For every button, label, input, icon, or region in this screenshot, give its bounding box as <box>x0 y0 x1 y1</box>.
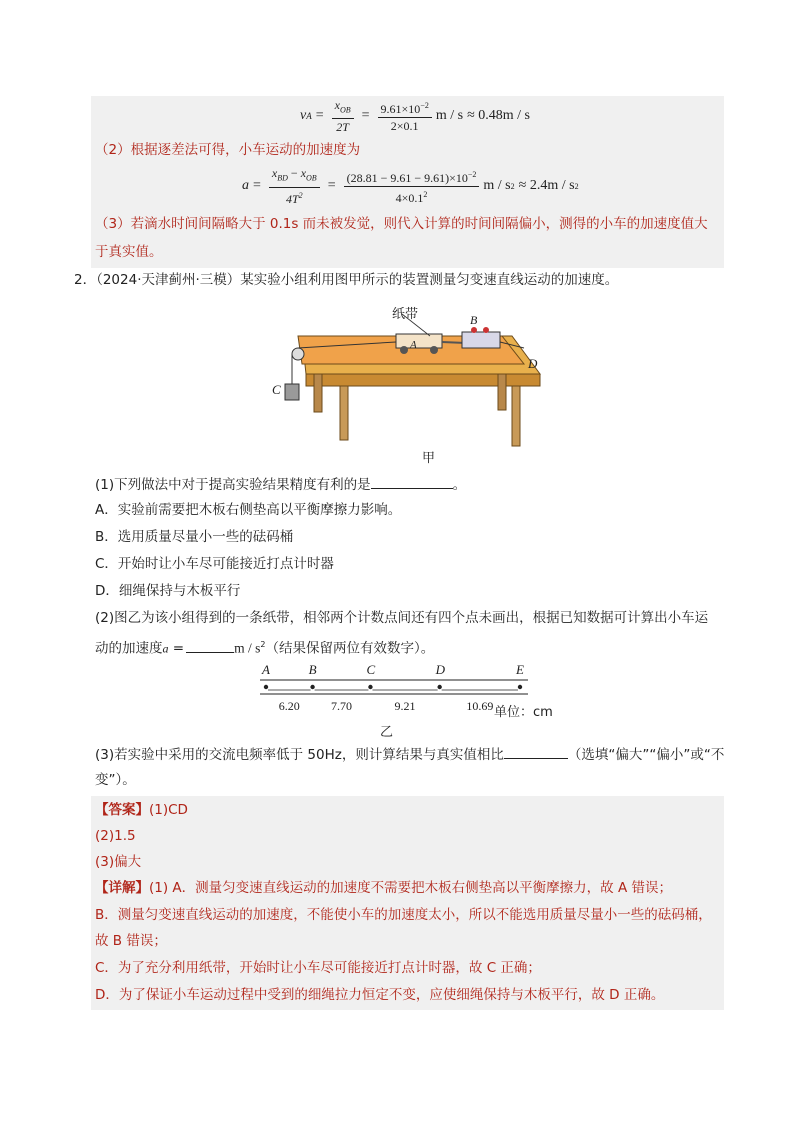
acceleration-formula: a = $\frac{x_{BD} - x_{OB}}{4T^2}$ = $\frac{(28.81 - 9.61 - 9.61)\times 10^{-2}}{4\times 0.1^2}$ m / s 2 ≈ 2.4m / s 2 <box>242 166 579 206</box>
answer-label: 【答案】 <box>95 802 149 818</box>
detail-label: 【详解】 <box>95 880 149 896</box>
option-a: A．实验前需要把木板右侧垫高以平衡摩擦力影响。 <box>95 502 402 518</box>
part3-line1: （3）若滴水时间间隔略大于 0.1s 而未被发觉，则代入计算的时间间隔偏小，测得的小车的加速度值大 <box>95 216 708 232</box>
table-leg <box>314 374 322 412</box>
figure-jia-caption: 甲 <box>422 451 436 466</box>
label-a: A <box>410 339 417 351</box>
tape-point-label-e: E <box>516 662 524 677</box>
tape-point-label-b: B <box>308 662 317 677</box>
pulley <box>292 348 304 360</box>
q3-line1 <box>95 744 724 765</box>
q2-answer-blank[interactable] <box>186 638 234 653</box>
q2-line2 <box>95 635 434 659</box>
q2-line1: (2)图乙为该小组得到的一条纸带，相邻两个计数点间还有四个点未画出，根据已知数据可计算出小车运 <box>95 610 709 626</box>
tape-point-b <box>310 685 314 689</box>
q2-prefix: 动的加速度 <box>95 640 163 657</box>
label-tape: 纸带 <box>392 307 419 322</box>
table-leg <box>498 374 506 410</box>
acceleration-fraction-2 <box>344 168 480 205</box>
weight-bucket <box>285 384 299 400</box>
timer-terminal <box>471 327 477 333</box>
q1-prefix: (1)下列做法中对于提高实验结果精度有利的是 <box>95 477 371 493</box>
q2-equals: = <box>168 640 185 657</box>
tape-segment-label: 10.69 <box>466 699 494 713</box>
detail-line1 <box>95 878 672 898</box>
part2-text: （2）根据逐差法可得，小车运动的加速度为 <box>95 142 361 158</box>
frac-num: x <box>334 97 340 112</box>
detail-line4: C．为了充分利用纸带，开始时让小车尽可能接近打点计时器，故 C 正确； <box>95 960 541 976</box>
q2-unit-exp: 2 <box>260 640 266 649</box>
frac-num-sub: OB <box>306 173 317 183</box>
option-d: D．细绳保持与木板平行 <box>95 583 241 599</box>
frac-num-sub: BD <box>277 173 288 183</box>
frac-den: 4T <box>285 191 299 206</box>
frac-den-exp: 2 <box>423 189 428 199</box>
velocity-fraction-2 <box>378 99 432 133</box>
label-b: B <box>470 313 478 327</box>
frac-num-exp: −2 <box>420 101 429 110</box>
detail-line2: B．测量匀变速直线运动的加速度，不能使小车的加速度太小，所以不能选用质量尽量小一些的砝码桶， <box>95 907 712 923</box>
acceleration-result-exp: 2 <box>574 181 579 191</box>
label-d: D <box>528 356 538 371</box>
detail-line3: 故 B 错误； <box>95 933 167 949</box>
table-leg <box>512 386 520 446</box>
velocity-formula: v A = $\frac{x_{OB}}{2T}$ = $\frac{9.61\times 10^{-2}}{2\times 0.1}$ m / s ≈ 0.48m / s <box>300 97 530 135</box>
q2-a-symbol: a <box>162 641 169 656</box>
tape-point-label-d: D <box>435 662 446 677</box>
q3-suffix: （选填“偏大”“偏小”或“不 <box>567 747 725 763</box>
figure-jia <box>262 296 552 466</box>
question-stem: 2．（2024·天津蓟州·三模）某实验小组利用图甲所示的装置测量匀变速直线运动的加速度。 <box>74 272 619 288</box>
q3-prefix: (3)若实验中采用的交流电频率低于 50Hz，则计算结果与真实值相比 <box>95 747 504 763</box>
q1-prompt <box>95 474 466 495</box>
cart-wheel <box>400 346 408 354</box>
v-symbol: v <box>300 108 307 123</box>
tape-segment-label: 9.21 <box>394 699 416 713</box>
frac-den: 2T <box>336 120 349 135</box>
ticker-timer <box>462 332 500 348</box>
tape-point-label-c: C <box>366 662 376 677</box>
tape-point-a <box>264 685 268 689</box>
figure-yi-caption: 乙 <box>380 725 394 740</box>
acceleration-fraction-1: $\frac{x_{BD} - x_{OB}}{4T^2}$ <box>269 166 320 205</box>
apparatus-diagram <box>262 296 552 466</box>
answer-line <box>95 800 188 820</box>
tape-unit: 单位：cm <box>494 705 553 720</box>
figure-yi <box>252 660 572 740</box>
label-c: C <box>272 382 281 397</box>
q1-suffix: 。 <box>452 477 467 493</box>
frac-num: 9.61×10 <box>380 102 421 116</box>
frac-num: x <box>271 166 278 181</box>
acceleration-result: ≈ 2.4m / s <box>518 178 575 193</box>
acceleration-unit: m / s <box>483 178 511 193</box>
tape-segment-label: 7.70 <box>331 699 353 713</box>
velocity-unit: m / s <box>435 108 464 123</box>
q2-suffix: （结果保留两位有效数字）。 <box>265 640 435 657</box>
tape-point-d <box>437 685 441 689</box>
tape-point-c <box>368 685 372 689</box>
answer-1: (1)CD <box>149 802 188 818</box>
answer-2: (2)1.5 <box>95 828 136 844</box>
tape-point-label-a: A <box>262 662 270 677</box>
frac-num-sub: OB <box>339 105 351 115</box>
velocity-result: ≈ 0.48m / s <box>467 108 530 123</box>
option-c: C．开始时让小车尽可能接近打点计时器 <box>95 556 334 572</box>
option-b: B．选用质量尽量小一些的砝码桶 <box>95 529 294 545</box>
part3-line2: 于真实值。 <box>95 244 163 260</box>
tape-segment-label: 6.20 <box>278 699 300 713</box>
cart <box>396 334 442 348</box>
q2-unit: m / s <box>234 640 261 656</box>
a-symbol: a <box>242 178 249 193</box>
frac-den: 4×0.1 <box>395 190 424 205</box>
v-subscript: A <box>306 111 312 121</box>
velocity-fraction-1 <box>332 98 354 134</box>
frac-num: (28.81 − 9.61 − 9.61)×10 <box>346 170 468 185</box>
table-leg <box>340 386 348 440</box>
detail-text-1: (1) A．测量匀变速直线运动的加速度不需要把木板右侧垫高以平衡摩擦力，故 A 错误； <box>149 880 672 896</box>
q3-line2: 变”）。 <box>95 772 136 788</box>
acceleration-unit-exp: 2 <box>510 181 515 191</box>
frac-num-exp: −2 <box>467 169 477 179</box>
frac-den: 2×0.1 <box>390 119 419 133</box>
tape-diagram <box>252 660 572 740</box>
timer-terminal <box>483 327 489 333</box>
tape-point-e <box>518 685 522 689</box>
q1-answer-blank[interactable] <box>371 474 453 489</box>
q3-answer-blank[interactable] <box>504 744 568 759</box>
answer-3: (3)偏大 <box>95 854 142 870</box>
frac-num: x <box>300 166 307 181</box>
cart-wheel <box>430 346 438 354</box>
detail-line5: D．为了保证小车运动过程中受到的细绳拉力恒定不变，应使细绳保持与木板平行，故 D 正确。 <box>95 987 665 1003</box>
frac-den-exp: 2 <box>298 190 303 200</box>
